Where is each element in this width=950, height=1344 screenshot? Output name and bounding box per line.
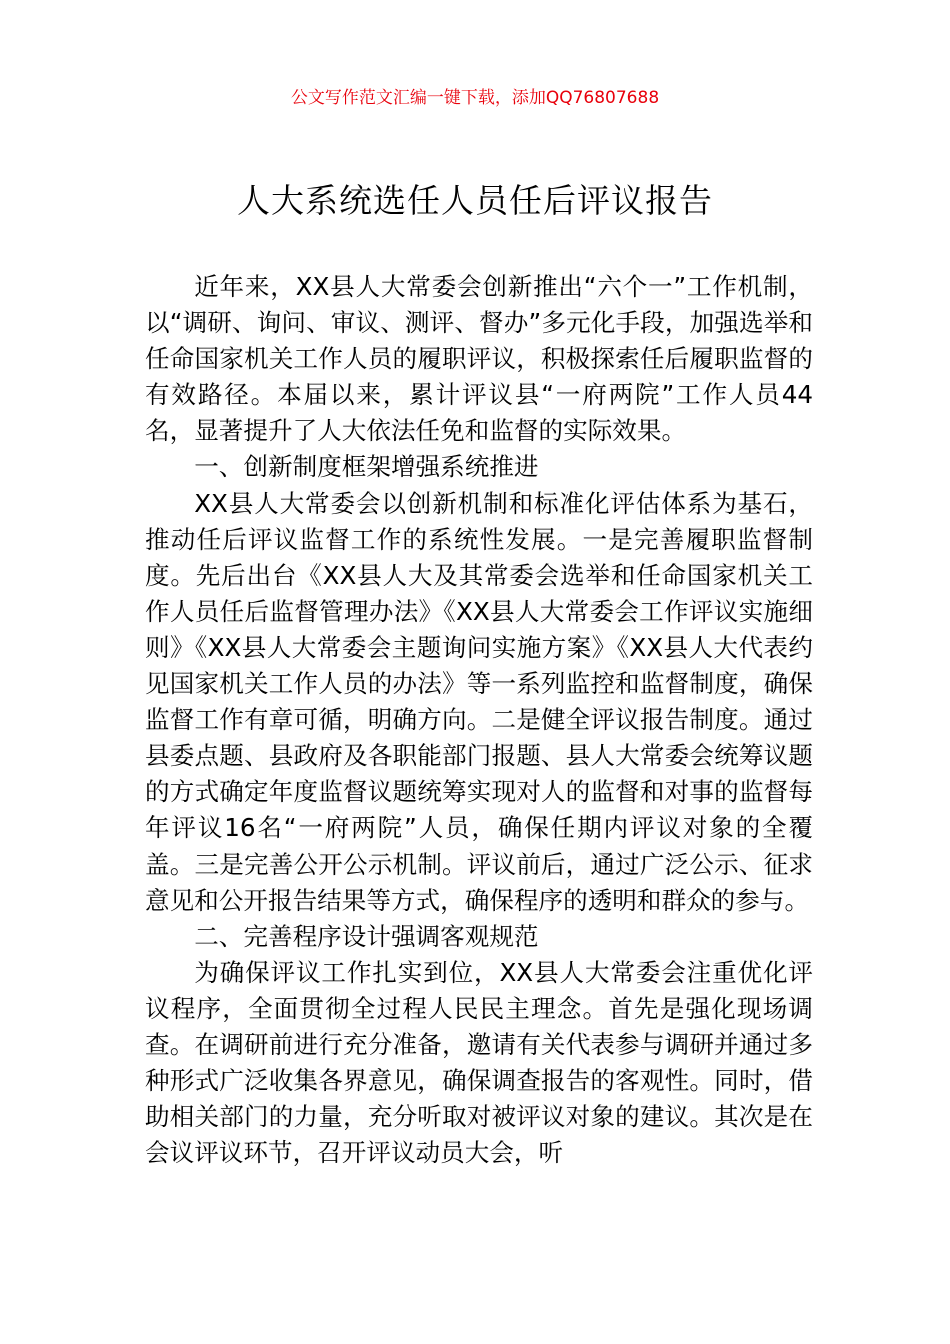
paragraph-intro: 近年来，XX县人大常委会创新推出“六个一”工作机制，以“调研、询问、审议、测评、督办”多元化手段，加强选举和任命国家机关工作人员的履职评议，积极探索任后履职监督的有效路径。本届以来，累计评议县“一府两院”工作人员44名，显著提升了人大依法任免和监督的实际效果。: [145, 272, 814, 446]
document-body: [145, 269, 813, 1171]
paragraph-section-1: XX县人大常委会以创新机制和标准化评估体系为基石，推动任后评议监督工作的系统性发展。一是完善履职监督制度。先后出台《XX县人大及其常委会选举和任命国家机关工作人员任后监督管理办法》《XX县人大常委会工作评议实施细则》《XX县人大常委会主题询问实施方案》《XX县人大代表约见国家机关工作人员的办法》等一系列监控和监督制度，确保监督工作有章可循，明确方向。二是健全评议报告制度。通过县委点题、县政府及各职能部门报题、县人大常委会统筹议题的方式确定年度监督议题统筹实现对人的监督和对事的监督每年评议16名“一府两院”人员，确保任期内评议对象的全覆盖。三是完善公开公示机制。评议前后，通过广泛公示、征求意见和公开报告结果等方式，确保程序的透明和群众的参与。: [145, 488, 813, 915]
paragraph-section-2: 为确保评议工作扎实到位，XX县人大常委会注重优化评议程序，全面贯彻全过程人民民主理念。首先是强化现场调查。在调研前进行充分准备，邀请有关代表参与调研并通过多种形式广泛收集各界意见，确保调查报告的客观性。同时，借助相关部门的力量，充分听取对被评议对象的建议。其次是在会议评议环节，召开评议动员大会，听: [145, 957, 813, 1168]
header-ad-text: 公文写作范文汇编一键下载，添加QQ76807688: [290, 88, 660, 108]
section-heading-1: 一、创新制度框架增强系统推进: [194, 452, 539, 482]
document-title: 人大系统选任人员任后评议报告: [237, 181, 713, 220]
section-heading-2: 二、完善程序设计强调客观规范: [194, 921, 539, 951]
